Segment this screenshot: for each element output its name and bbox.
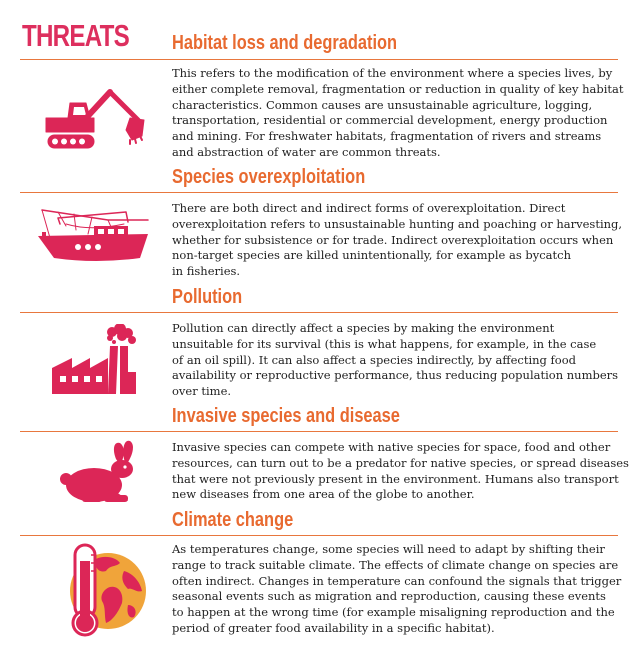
text-line: There are both direct and indirect forms of overexploitation. Direct [172,201,566,215]
section-overexploitation [20,166,623,284]
fishing-boat-icon [36,200,152,266]
section-text [172,321,619,400]
section-pollution [20,286,618,404]
section-text [172,66,624,161]
section-heading: Invasive species and disease [172,405,400,427]
section-invasive-species [20,405,629,507]
text-line: in fisheries. [172,264,241,279]
text-line: that were not previously present in the environment. Humans also transport [172,471,619,486]
factory-icon [50,324,136,396]
text-line: overexploitation refers to unsustainable hunting and poaching or harvesting, [172,216,623,231]
section-text [172,440,629,503]
section-divider [20,59,618,60]
section-divider [20,535,618,536]
text-line: characteristics. Common causes are unsustainable agriculture, logging, [172,97,593,112]
section-habitat-loss [20,32,624,162]
text-line: often indirect. Changes in temperature can confound the signals that trigger [172,573,622,588]
thermometer-globe-icon [58,541,154,639]
section-climate-change [20,509,622,654]
section-divider [20,312,618,313]
text-line: unsuitable for its survival (this is what happens, for example, in the case [172,336,597,351]
section-text [172,542,622,637]
section-heading: Climate change [172,509,294,531]
text-line: transportation, residential or commercial development, energy production [172,113,608,128]
text-line: availability or reproductive performance, thus reducing population numbers [172,368,619,383]
text-line: whether for subsistence or for trade. Indirect overexploitation occurs when [172,232,614,247]
rabbit-icon [58,439,140,505]
text-line: and mining. For freshwater habitats, fragmentation of rivers and streams [172,129,602,144]
section-heading: Species overexploitation [172,166,366,188]
section-heading: Pollution [172,286,243,308]
text-line: Invasive species can compete with native species for space, food and other [172,440,611,454]
section-text [172,201,623,280]
excavator-icon [42,86,146,152]
section-heading: Habitat loss and degradation [172,32,398,54]
text-line: seasonal events such as migration and reproduction, causing these events [172,589,606,604]
text-line: period of greater food availability in a specific habitat). [172,620,495,635]
text-line: non-target species are killed unintentionally, for example as bycatch [172,248,572,263]
text-line: Pollution can directly affect a species by making the environment [172,321,555,335]
text-line: resources, can turn out to be a predator for native species, or spread diseases [172,455,629,470]
text-line: This refers to the modification of the environment where a species lives, by [172,66,613,80]
text-line: over time. [172,384,232,399]
text-line: new diseases from one area of the globe to another. [172,487,475,502]
section-divider [20,192,618,193]
text-line: either complete removal, fragmentation or reduction in quality of key habitat [172,81,624,96]
section-divider [20,431,618,432]
text-line: of an oil spill). It can also affect a species indirectly, by affecting food [172,352,577,367]
text-line: to happen at the wrong time (for example misaligning reproduction and the [172,605,615,620]
text-line: As temperatures change, some species will need to adapt by shifting their [172,542,605,556]
text-line: and abstraction of water are common threats. [172,144,441,159]
page-title: THREATS [22,18,129,53]
text-line: range to track suitable climate. The effects of climate change on species are [172,557,619,572]
